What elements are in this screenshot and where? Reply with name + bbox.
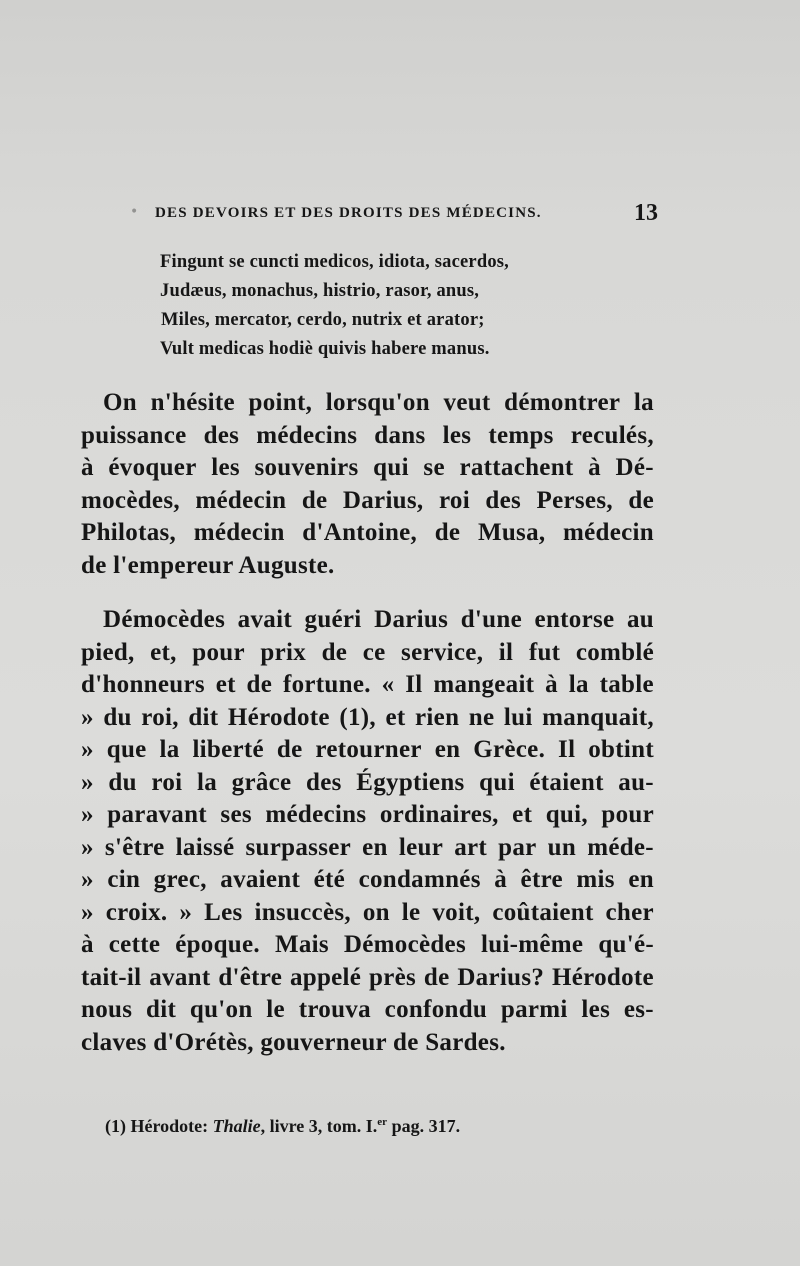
latin-verse <box>160 248 590 364</box>
text-line: d'honneurs et de fortune. « Il mangeait à la table <box>81 671 654 698</box>
text-line: Démocèdes avait guéri Darius d'une entorse au <box>103 606 654 633</box>
text-line: » du roi, dit Hérodote (1), et rien ne lui manquait, <box>81 703 654 731</box>
body-text <box>81 387 654 1059</box>
text-line: Philotas, médecin d'Antoine, de Musa, médecin <box>81 519 654 546</box>
header-ornament: • <box>130 204 139 220</box>
text-line: » que la liberté de retourner en Grèce. Il obtint <box>81 736 654 763</box>
footnote-volume: , livre 3, tom. I. <box>260 1116 378 1136</box>
text-line: à évoquer les souvenirs qui se rattachent à Dé- <box>81 454 654 481</box>
running-head: DES DEVOIRS ET DES DROITS DES MÉDECINS. <box>155 205 542 221</box>
page-number: 13 <box>634 200 658 226</box>
text-line: à cette époque. Mais Démocèdes lui-même qu'é- <box>81 931 654 958</box>
footnote-work-title: Thalie <box>212 1116 261 1136</box>
text-line: » croix. » Les insuccès, on le voit, coûtaient cher <box>81 898 654 926</box>
paragraph <box>81 604 654 1059</box>
footnote-page: pag. 317. <box>387 1116 461 1136</box>
text-line: claves d'Orétès, gouverneur de Sardes. <box>81 1028 506 1056</box>
text-line: » paravant ses médecins ordinaires, et qui, pour <box>81 801 654 828</box>
text-line: de l'empereur Auguste. <box>81 551 335 579</box>
text-line: On n'hésite point, lorsqu'on veut démontrer la <box>103 389 654 416</box>
verse-line: Judæus, monachus, histrio, rasor, anus, <box>160 281 480 301</box>
paragraph <box>81 387 654 582</box>
verse-line: Vult medicas hodiè quivis habere manus. <box>160 339 490 359</box>
text-line: nous dit qu'on le trouva confondu parmi les es- <box>81 996 654 1023</box>
footnote <box>105 1116 460 1137</box>
text-line: » cin grec, avaient été condamnés à être mis en <box>81 866 654 893</box>
page-header <box>130 200 658 228</box>
verse-line: Miles, mercator, cerdo, nutrix et arator; <box>161 310 485 330</box>
text-line: » du roi la grâce des Égyptiens qui étaient au- <box>81 768 654 796</box>
text-line: » s'être laissé surpasser en leur art par un méde- <box>81 833 654 861</box>
text-line: tait-il avant d'être appelé près de Darius? Hérodote <box>81 963 654 991</box>
text-line: pied, et, pour prix de ce service, il fut comblé <box>81 638 654 666</box>
text-line: mocèdes, médecin de Darius, roi des Perses, de <box>81 486 654 514</box>
text-line: puissance des médecins dans les temps reculés, <box>81 421 654 449</box>
footnote-prefix: (1) Hérodote: <box>105 1116 213 1136</box>
verse-line: Fingunt se cuncti medicos, idiota, sacerdos, <box>160 252 509 272</box>
footnote-superscript: er <box>377 1116 388 1128</box>
